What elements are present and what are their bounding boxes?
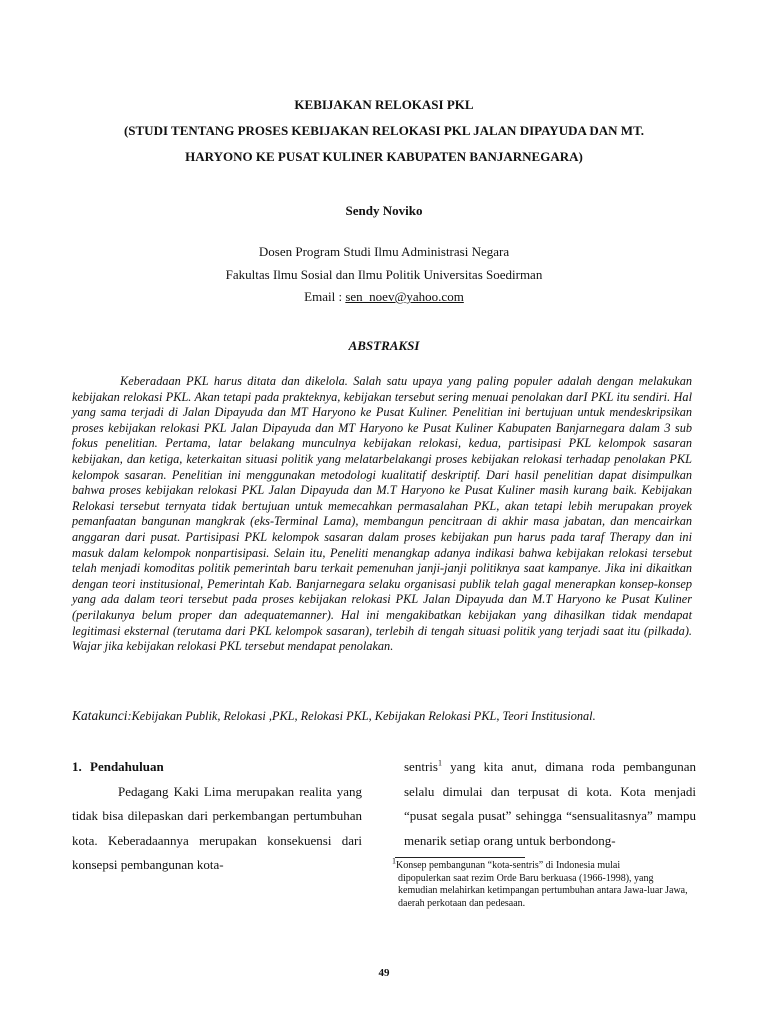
abstract-body: Keberadaan PKL harus ditata dan dikelola. Salah satu upaya yang paling populer adalah dengan melakukan kebijakan relokasi PKL. Akan tetapi pada prakteknya, kebijakan tersebut sering menuai penolakan darI PKL itu sendiri. Hal yang sama terjadi di Jalan Dipayuda dan MT Haryono ke Pusat Kuliner. Penelitian ini bertujuan untuk mendeskripsikan proses kebijakan relokasi PKL Jalan Dipayuda dan MT Haryono ke Pusat Kuliner Kabupaten Banjarnegara dalam 3 sub fokus penelitian. Pertama, latar belakang munculnya kebijakan relokasi, kedua, partisipasi PKL kelompok sasaran kebijakan, dan ketiga, keterkaitan situasi politik yang melatarbelakangi proses kebijakan relokasi terhadap penolakan PKL kelompok sasaran. Penelitian ini menggunakan metodologi kualitatif deskriptif. Dari hasil penelitian dapat disimpulkan bahwa proses kebijakan relokasi PKL Jalan Dipayuda dan M.T Haryono ke Pusat Kuliner masih kurang baik. Kebijakan Relokasi tersebut ternyata tidak bertujuan untuk memecahkan permasalahan PKL, akan tetapi lebih merupakan proyek pemanfaatan bangunan mangkrak (eks-Terminal Lama), membangun pencitraan di akhir masa jabatan, dan mencairkan anggaran dari pusat. Partisipasi PKL kelompok sasaran dalam proses kebijakan pun harus pada taraf Therapy dan ini masuk dalam kelompok nonpartisipasi. Selain itu, Peneliti menangkap adanya indikasi bahwa kebijakan relokasi tersebut telah menjadi komoditas politik pemerintah baru terkait pemenuhan janji-janji politiknya saat kampanye. Jika ini dikaitkan dengan teori institusional, Pemerintah Kab. Banjarnegara selaku organisasi publik telah gagal menerapkan konsep-konsep yang ada dalam teori tersebut pada proses kebijakan relokasi PKL Jalan Dipayuda dan M.T Haryono ke Pusat Kuliner (perilakunya belum proper dan adequatemanner). Hal ini mengakibatkan kebijakan yang dihasilkan tidak mendapat legitimasi eksternal (terutama dari PKL kelompok sasaran), terlebih di tengah situasi politik yang terjadi saat itu (pilkada). Wajar jika kebijakan relokasi PKL tersebut mendapat penolakan. bbox=[72, 374, 692, 654]
left-column bbox=[72, 755, 362, 878]
section-number: 1. bbox=[72, 759, 82, 774]
intro-paragraph: Pedagang Kaki Lima merupakan realita yang tidak bisa dilepaskan dari perkembangan pertumbuhan kota. Keberadaannya merupakan konsekuensi dari konsepsi pembangunan kota- bbox=[72, 783, 362, 872]
paper-title bbox=[60, 92, 708, 170]
title-line-1: KEBIJAKAN RELOKASI PKL bbox=[294, 97, 474, 112]
footnote-first-line bbox=[392, 856, 692, 873]
page-number: 49 bbox=[378, 967, 390, 979]
footnote-divider bbox=[395, 857, 525, 858]
email-label: Email : bbox=[304, 289, 346, 304]
email-link[interactable]: sen_noev@yahoo.com bbox=[345, 289, 464, 304]
author-name: Sendy Noviko bbox=[345, 203, 423, 218]
footnote-reference[interactable]: 1 bbox=[437, 758, 442, 768]
footnote-continuation: dipopulerkan saat rezim Orde Baru berkuasa (1966-1998), yang kemudian melahirkan ketimpangan pertumbuhan antara Jawa-luar Jawa, daerah perkotaan dan pedesaan. bbox=[398, 872, 688, 909]
title-line-3: HARYONO KE PUSAT KULINER KABUPATEN BANJARNEGARA) bbox=[185, 149, 583, 164]
footnote-line-1: Konsep pembangunan “kota-sentris” di Indonesia mulai bbox=[396, 860, 621, 871]
footnote-marker: 1 bbox=[392, 856, 396, 866]
author-affiliation bbox=[60, 241, 708, 309]
affiliation-faculty: Fakultas Ilmu Sosial dan Ilmu Politik Universitas Soedirman bbox=[225, 266, 543, 282]
affiliation-department: Dosen Program Studi Ilmu Administrasi Negara bbox=[258, 244, 510, 259]
right-text-rest: yang kita anut, dimana roda pembangunan selalu dimulai dan terpusat di kota. Kota menjadi “pusat segala pusat” sehingga “sensualitasnya” mampu menarik setiap orang untuk berbondong- bbox=[404, 759, 696, 848]
keywords-list: :Kebijakan Publik, Relokasi ,PKL, Relokasi PKL, Kebijakan Relokasi PKL, Teori Institusional. bbox=[127, 709, 596, 723]
section-title: Pendahuluan bbox=[90, 759, 164, 774]
keywords-label: Katakunci bbox=[72, 708, 128, 723]
right-text-start: sentris bbox=[404, 759, 438, 774]
keywords-line bbox=[72, 708, 712, 724]
abstract-heading: ABSTRAKSI bbox=[348, 338, 420, 353]
footnote bbox=[392, 856, 692, 910]
author-email bbox=[60, 286, 708, 309]
right-column-paragraph bbox=[404, 755, 696, 853]
right-column bbox=[404, 755, 696, 853]
section-heading bbox=[72, 755, 362, 780]
title-line-2: (STUDI TENTANG PROSES KEBIJAKAN RELOKASI PKL JALAN DIPAYUDA DAN MT. bbox=[123, 123, 645, 138]
